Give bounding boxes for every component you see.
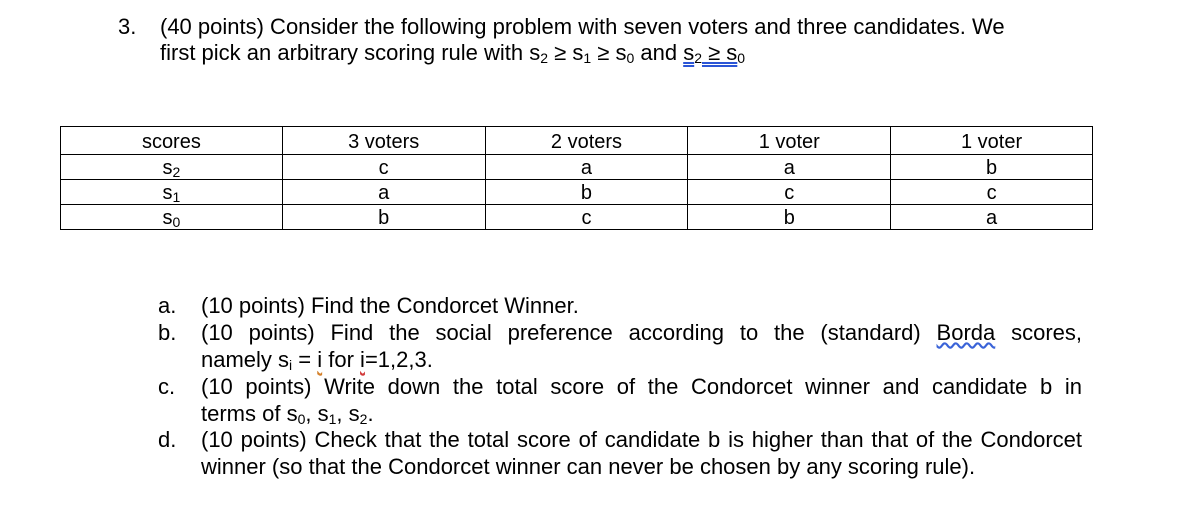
question-d-text: (10 points) Check that the total score of candidate b is higher than that of the Condorcet winner (so that the Condorcet winner can never be chosen by any scoring rule).	[201, 427, 1082, 479]
question-b-letter: b.	[158, 320, 177, 345]
table-header-cell: 1 voter	[891, 127, 1093, 155]
table-cell: a	[891, 205, 1093, 230]
table-header-row	[61, 127, 1093, 155]
table-cell: b	[282, 205, 485, 230]
table-cell: b	[485, 180, 688, 205]
question-c-line1: (10 points) Write down the total score of the Condorcet winner and candidate b in	[201, 374, 1082, 399]
borda-word: Borda	[936, 320, 996, 345]
preference-table	[60, 126, 1093, 230]
score-label: $s_1$	[61, 180, 283, 205]
problem-intro-line1: (40 points) Consider the following problem with seven voters and three candidates. We	[160, 14, 1005, 39]
table-cell: b	[891, 155, 1093, 180]
question-b-line2: namely $s_i = i$ for i=1,2,3.	[201, 347, 433, 373]
table-cell: c	[891, 180, 1093, 205]
table-cell: c	[282, 155, 485, 180]
table-row	[61, 205, 1093, 230]
table-cell: a	[282, 180, 485, 205]
score-label: $s_0$	[61, 205, 283, 230]
table-header-cell: 3 voters	[282, 127, 485, 155]
score-label: $s_2$	[61, 155, 283, 180]
question-c-line2: terms of $s_0$, $s_1$, $s_2$.	[201, 401, 374, 427]
problem-intro-line2: first pick an arbitrary scoring rule with $s_2 \ge s_1 \ge s_0$ and $s_2 \ge s_0$	[160, 40, 746, 66]
problem-number: 3.	[118, 14, 137, 39]
question-a-text: (10 points) Find the Condorcet Winner.	[201, 293, 579, 318]
table-header-cell: 1 voter	[688, 127, 891, 155]
question-b-line1: (10 points) Find the social preference according to the (standard) Borda scores,	[201, 320, 1082, 345]
table-row	[61, 155, 1093, 180]
table-cell: a	[688, 155, 891, 180]
table-row	[61, 180, 1093, 205]
table-cell: c	[688, 180, 891, 205]
table-header-cell: scores	[61, 127, 283, 155]
table-header-cell: 2 voters	[485, 127, 688, 155]
table-cell: c	[485, 205, 688, 230]
question-a-letter: a.	[158, 293, 177, 318]
table-cell: a	[485, 155, 688, 180]
table-cell: b	[688, 205, 891, 230]
question-c-letter: c.	[158, 374, 176, 399]
question-d-letter: d.	[158, 427, 177, 452]
